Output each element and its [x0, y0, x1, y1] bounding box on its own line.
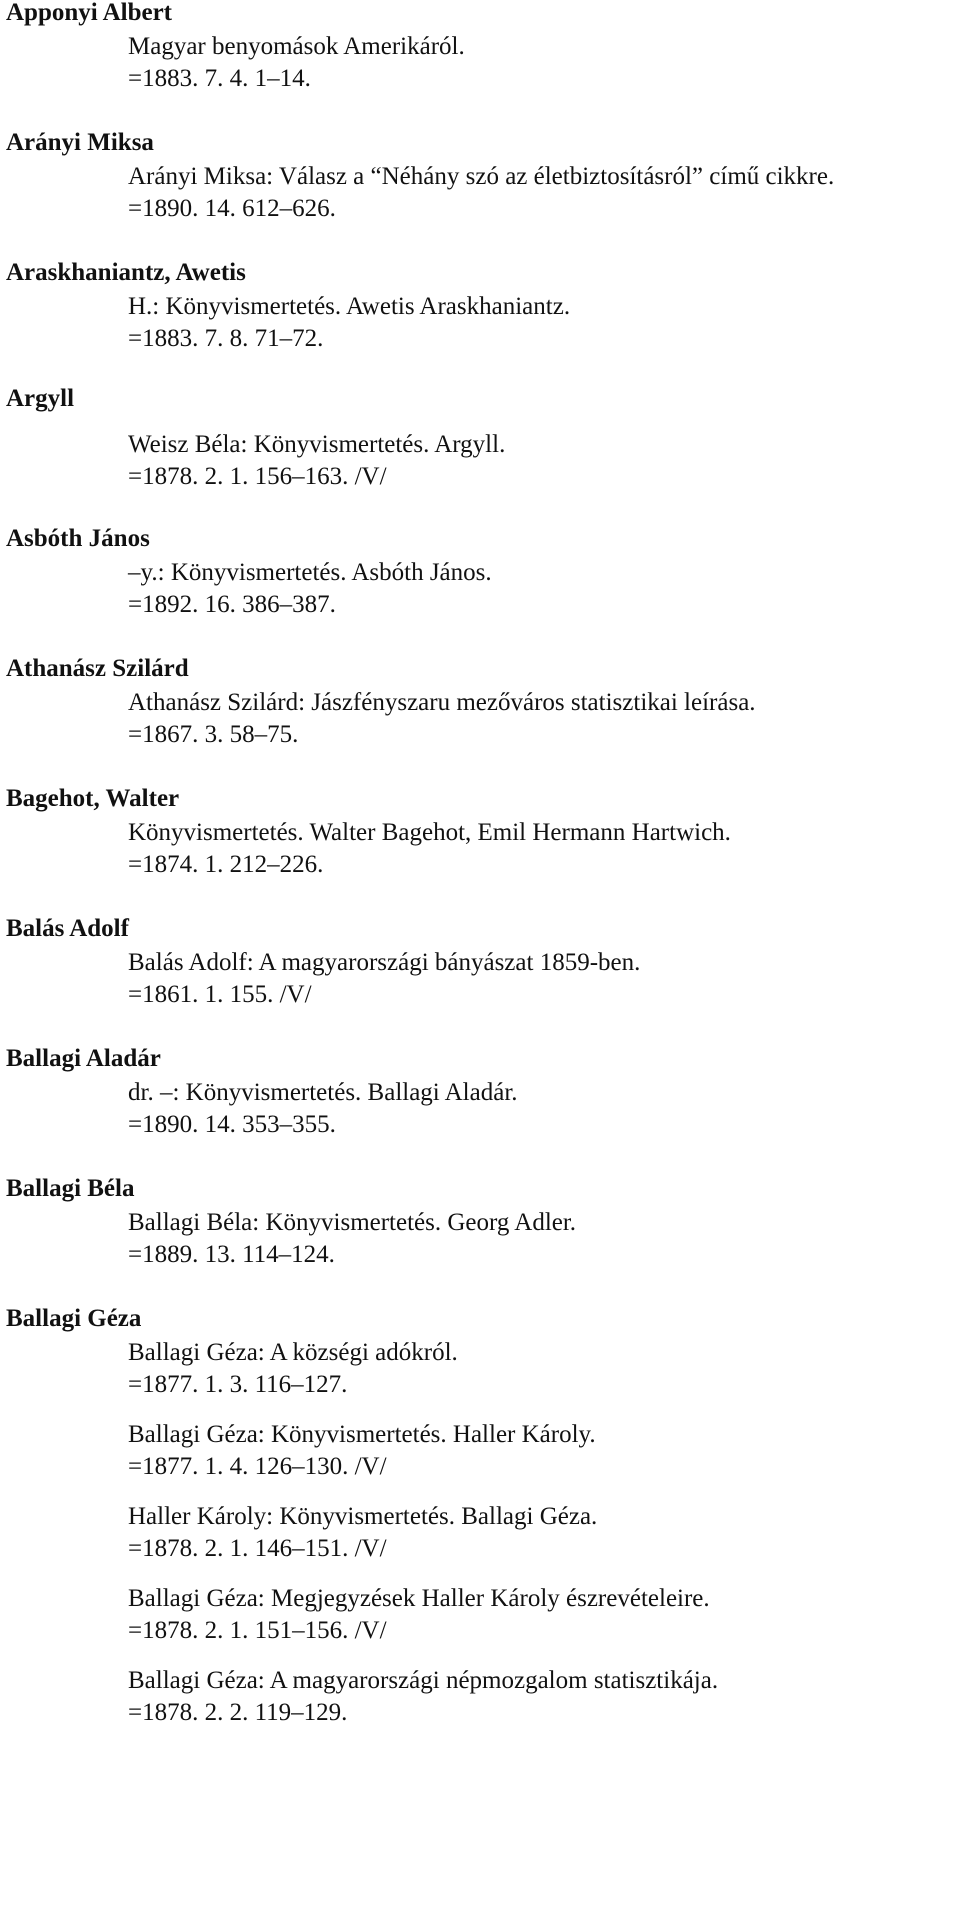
author-heading: Ballagi Béla: [6, 1175, 135, 1202]
work-title: Weisz Béla: Könyvismertetés. Argyll.: [128, 431, 506, 458]
work-title: Ballagi Béla: Könyvismertetés. Georg Adler.: [128, 1209, 577, 1236]
work-title: Arányi Miksa: Válasz a “Néhány szó az életbiztosításról” című cikkre.: [128, 163, 835, 190]
author-heading: Arányi Miksa: [6, 129, 154, 156]
author-heading: Apponyi Albert: [6, 0, 173, 26]
work-citation: =1889. 13. 114–124.: [128, 1241, 335, 1268]
work-title: –y.: Könyvismertetés. Asbóth János.: [128, 559, 492, 586]
work-citation: =1867. 3. 58–75.: [128, 721, 299, 748]
author-heading: Ballagi Aladár: [6, 1045, 161, 1072]
work-title: Haller Károly: Könyvismertetés. Ballagi Géza.: [128, 1503, 598, 1530]
work-citation: =1877. 1. 4. 126–130. /V/: [128, 1453, 387, 1480]
work-citation: =1861. 1. 155. /V/: [128, 981, 312, 1008]
work-citation: =1890. 14. 353–355.: [128, 1111, 336, 1138]
work-title: Magyar benyomások Amerikáról.: [128, 33, 465, 60]
work-citation: =1878. 2. 1. 156–163. /V/: [128, 463, 387, 490]
work-title: dr. –: Könyvismertetés. Ballagi Aladár.: [128, 1079, 518, 1106]
work-citation: =1878. 2. 1. 151–156. /V/: [128, 1617, 387, 1644]
author-heading: Ballagi Géza: [6, 1305, 142, 1332]
work-title: H.: Könyvismertetés. Awetis Araskhaniantz.: [128, 293, 571, 320]
work-title: Ballagi Géza: A magyarországi népmozgalom statisztikája.: [128, 1667, 719, 1694]
work-citation: =1883. 7. 8. 71–72.: [128, 325, 324, 352]
work-title: Balás Adolf: A magyarországi bányászat 1859-ben.: [128, 949, 641, 976]
author-heading: Balás Adolf: [6, 915, 129, 942]
work-citation: =1878. 2. 2. 119–129.: [128, 1699, 348, 1726]
work-citation: =1890. 14. 612–626.: [128, 195, 336, 222]
author-heading: Athanász Szilárd: [6, 655, 189, 682]
author-heading: Asbóth János: [6, 525, 150, 552]
author-heading: Argyll: [6, 385, 75, 412]
work-title: Ballagi Géza: Könyvismertetés. Haller Károly.: [128, 1421, 596, 1448]
work-citation: =1874. 1. 212–226.: [128, 851, 324, 878]
work-citation: =1877. 1. 3. 116–127.: [128, 1371, 348, 1398]
work-title: Ballagi Géza: A községi adókról.: [128, 1339, 458, 1366]
work-title: Athanász Szilárd: Jászfényszaru mezőváros statisztikai leírása.: [128, 689, 756, 716]
work-citation: =1892. 16. 386–387.: [128, 591, 336, 618]
author-heading: Araskhaniantz, Awetis: [6, 259, 246, 286]
work-title: Ballagi Géza: Megjegyzések Haller Károly észrevételeire.: [128, 1585, 710, 1612]
work-citation: =1883. 7. 4. 1–14.: [128, 65, 311, 92]
work-citation: =1878. 2. 1. 146–151. /V/: [128, 1535, 387, 1562]
work-title: Könyvismertetés. Walter Bagehot, Emil Hermann Hartwich.: [128, 819, 731, 846]
author-heading: Bagehot, Walter: [6, 785, 180, 812]
